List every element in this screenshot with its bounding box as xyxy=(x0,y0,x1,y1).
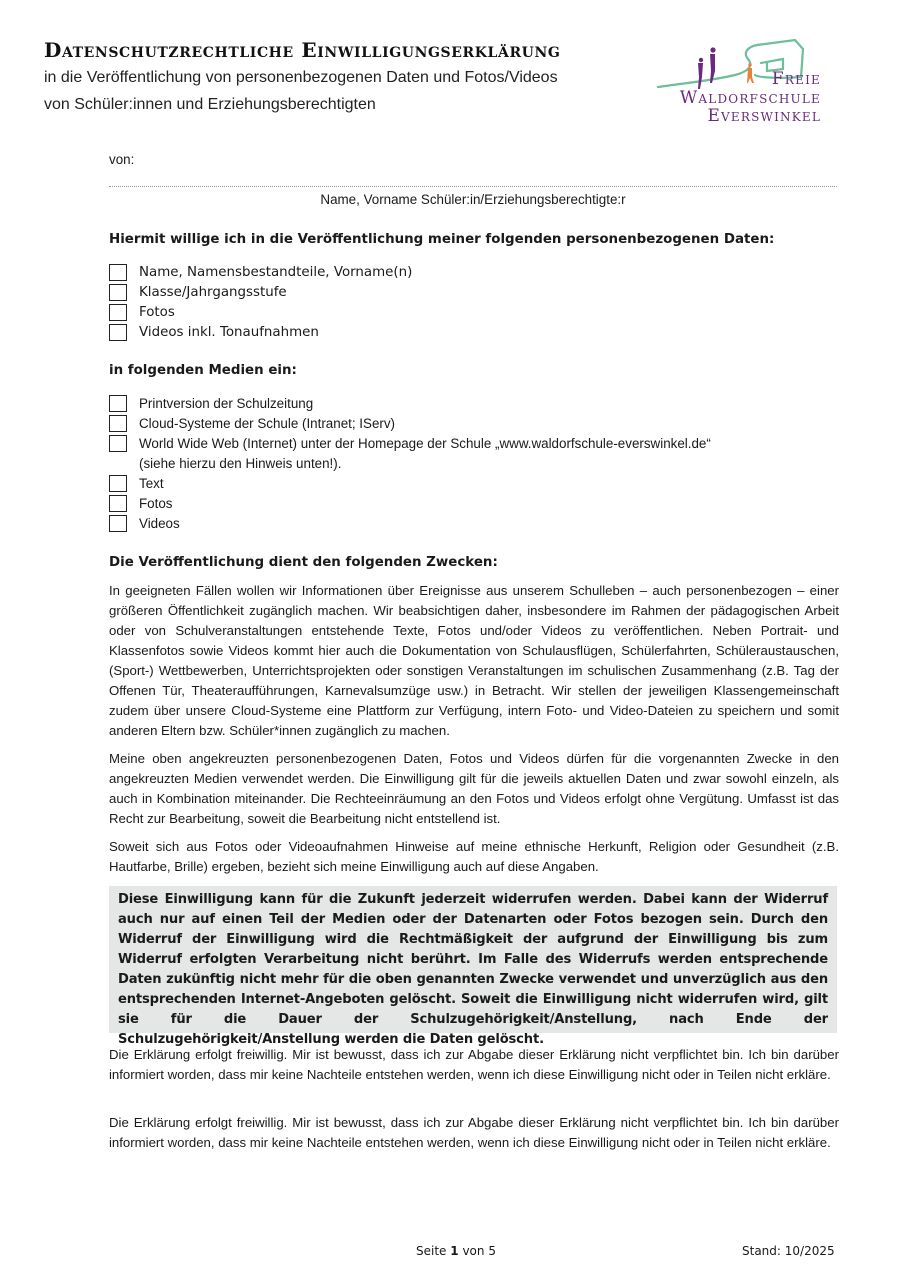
name-input-line[interactable] xyxy=(109,186,837,187)
checkbox-label: Fotos xyxy=(139,305,175,320)
checkbox-label: Klasse/Jahrgangsstufe xyxy=(139,285,287,300)
checkbox-label: Cloud-Systeme der Schule (Intranet; IServ) xyxy=(139,416,396,431)
checkbox-media-videos[interactable] xyxy=(109,515,127,532)
checkbox-videos[interactable] xyxy=(109,324,127,341)
checkbox-row-www[interactable] xyxy=(109,434,711,454)
checkbox-label: Printversion der Schulzeitung xyxy=(139,396,314,411)
checkbox-row-cloud[interactable] xyxy=(109,414,711,434)
data-section-heading: Hiermit willige ich in die Veröffentlichung meiner folgenden personenbezogenen Daten: xyxy=(109,232,775,247)
revocation-notice-box: Diese Einwilligung kann für die Zukunft jederzeit widerrufen werden. Dabei kann der Widerruf auch nur auf einen Teil der Medien oder der Datenarten oder Fotos bezogen sein. Durch den Widerruf der Einwilligung wird die Rechtmäßigkeit der aufgrund der Einwilligung bis zum Widerruf erfolgten Verarbeitung nicht berührt. Im Falle des Widerrufs werden entsprechende Daten zukünftig nicht mehr für die oben genannten Zwecke verwendet und unverzüglich aus den entsprechenden Internet-Angeboten gelöscht. Soweit die Einwilligung nicht widerrufen wird, gilt sie für die Dauer der Schulzugehörigkeit/Anstellung, nach Ende der Schulzugehörigkeit/Anstellung werden die Daten gelöscht. xyxy=(109,886,837,1033)
checkbox-row-printversion[interactable] xyxy=(109,394,711,414)
checkbox-row-fotos[interactable] xyxy=(109,303,412,323)
closing-paragraph-1: Die Erklärung erfolgt freiwillig. Mir ist bewusst, dass ich zur Abgabe dieser Erklärung nicht verpflichtet bin. Ich bin darüber informiert worden, dass mir keine Nachteile entstehen werden, wenn ich diese Einwilligung nicht oder in Teilen nicht erkläre. xyxy=(109,1047,839,1082)
logo-text-everswinkel: Everswinkel xyxy=(707,106,821,126)
checkbox-row-klasse[interactable] xyxy=(109,283,412,303)
checkbox-label: Fotos xyxy=(139,496,173,511)
checkbox-row-media-fotos[interactable] xyxy=(109,494,711,514)
checkbox-fotos[interactable] xyxy=(109,304,127,321)
von-label: von: xyxy=(109,152,135,167)
checkbox-name[interactable] xyxy=(109,264,127,281)
media-checkbox-list xyxy=(109,394,711,534)
checkbox-label: Text xyxy=(139,476,164,491)
document-version: Stand: 10/2025 xyxy=(742,1244,835,1258)
checkbox-media-fotos[interactable] xyxy=(109,495,127,512)
checkbox-label: Videos inkl. Tonaufnahmen xyxy=(139,325,319,340)
checkbox-text[interactable] xyxy=(109,475,127,492)
checkbox-label: Videos xyxy=(139,516,180,531)
school-logo xyxy=(655,35,870,130)
checkbox-www[interactable] xyxy=(109,435,127,452)
purpose-section-heading: Die Veröffentlichung dient den folgenden Zwecken: xyxy=(109,555,498,570)
checkbox-cloud[interactable] xyxy=(109,415,127,432)
checkbox-row-text[interactable] xyxy=(109,474,711,494)
closing-paragraph-2: Die Erklärung erfolgt freiwillig. Mir ist bewusst, dass ich zur Abgabe dieser Erklärung nicht verpflichtet bin. Ich bin darüber informiert worden, dass mir keine Nachteile entstehen werden, wenn ich diese Einwilligung nicht oder in Teilen nicht erkläre. xyxy=(109,1115,839,1150)
document-title: Datenschutzrechtliche Einwilligungserklärung xyxy=(44,38,561,62)
purpose-paragraph-1: In geeigneten Fällen wollen wir Informationen über Ereignisse aus unserem Schulleben – auch personenbezogen – einer größeren Öffentlichkeit zugänglich machen. Wir beabsichtigen daher, insbesondere im Rahmen der pädagogischen Arbeit oder von Schulveranstaltungen entstehende Texte, Fotos und/oder Videos zu veröffentlichen. Neben Portrait- und Klassenfotos sowie Videos kommt hier auch die Dokumentation von Schulausflügen, Schülerfahrten, Schüleraustauschen, (Sport-) Wettbewerben, Unterrichtsprojekten oder sonstigen Veranstaltungen im schulischen Zusammenhang (z.B. Tag der Offenen Tür, Theateraufführungen, Karnevalsumzüge usw.) in Betracht. Wir stellen der jeweiligen Klassengemeinschaft zudem über unsere Cloud-Systeme eine Plattform zur Verfügung, intern Foto- und Video-Dateien zu speichern und somit anderen Eltern bzw. Schüler*innen zugänglich zu machen. xyxy=(109,583,839,738)
page-prefix: Seite xyxy=(416,1244,447,1258)
logo-text-waldorfschule: Waldorfschule xyxy=(679,88,821,108)
checkbox-klasse[interactable] xyxy=(109,284,127,301)
page-current: 1 xyxy=(450,1244,459,1258)
document-subtitle-line2: von Schüler:innen und Erziehungsberechtigten xyxy=(44,96,376,113)
purpose-paragraph-3: Soweit sich aus Fotos oder Videoaufnahmen Hinweise auf meine ethnische Herkunft, Religion oder Gesundheit (z.B. Hautfarbe, Brille) ergeben, bezieht sich meine Einwilligung auch auf diese Angaben. xyxy=(109,839,839,874)
logo-text-freie: Freie xyxy=(771,69,821,89)
checkbox-row-media-videos[interactable] xyxy=(109,514,711,534)
name-field-caption: Name, Vorname Schüler:in/Erziehungsberechtigte:r xyxy=(320,192,626,207)
document-subtitle-line1: in die Veröffentlichung von personenbezogenen Daten und Fotos/Videos xyxy=(44,69,558,86)
media-section-heading: in folgenden Medien ein: xyxy=(109,363,297,378)
checkbox-row-videos[interactable] xyxy=(109,323,412,343)
purpose-paragraph-2: Meine oben angekreuzten personenbezogenen Daten, Fotos und Videos dürfen für die vorgenannten Zwecke in den angekreuzten Medien verwendet werden. Die Einwilligung gilt für die jeweils aktuellen Daten und zwar sowohl einzeln, als auch in Kombination miteinander. Die Rechteeinräumung an den Fotos und Videos erfolgt ohne Vergütung. Umfasst ist das Recht zur Bearbeitung, soweit die Bearbeitung nicht entstellend ist. xyxy=(109,751,839,826)
page-number xyxy=(416,1244,496,1258)
checkbox-printversion[interactable] xyxy=(109,395,127,412)
checkbox-label: World Wide Web (Internet) unter der Homepage der Schule „www.waldorfschule-everswinkel.de“ xyxy=(139,436,711,451)
checkbox-row-name[interactable] xyxy=(109,263,412,283)
data-checkbox-list xyxy=(109,263,412,343)
page-total: 5 xyxy=(488,1244,496,1258)
checkbox-www-continuation: (siehe hierzu den Hinweis unten!). xyxy=(139,456,342,471)
checkbox-label: Name, Namensbestandteile, Vorname(n) xyxy=(139,265,413,280)
page-separator: von xyxy=(462,1244,485,1258)
